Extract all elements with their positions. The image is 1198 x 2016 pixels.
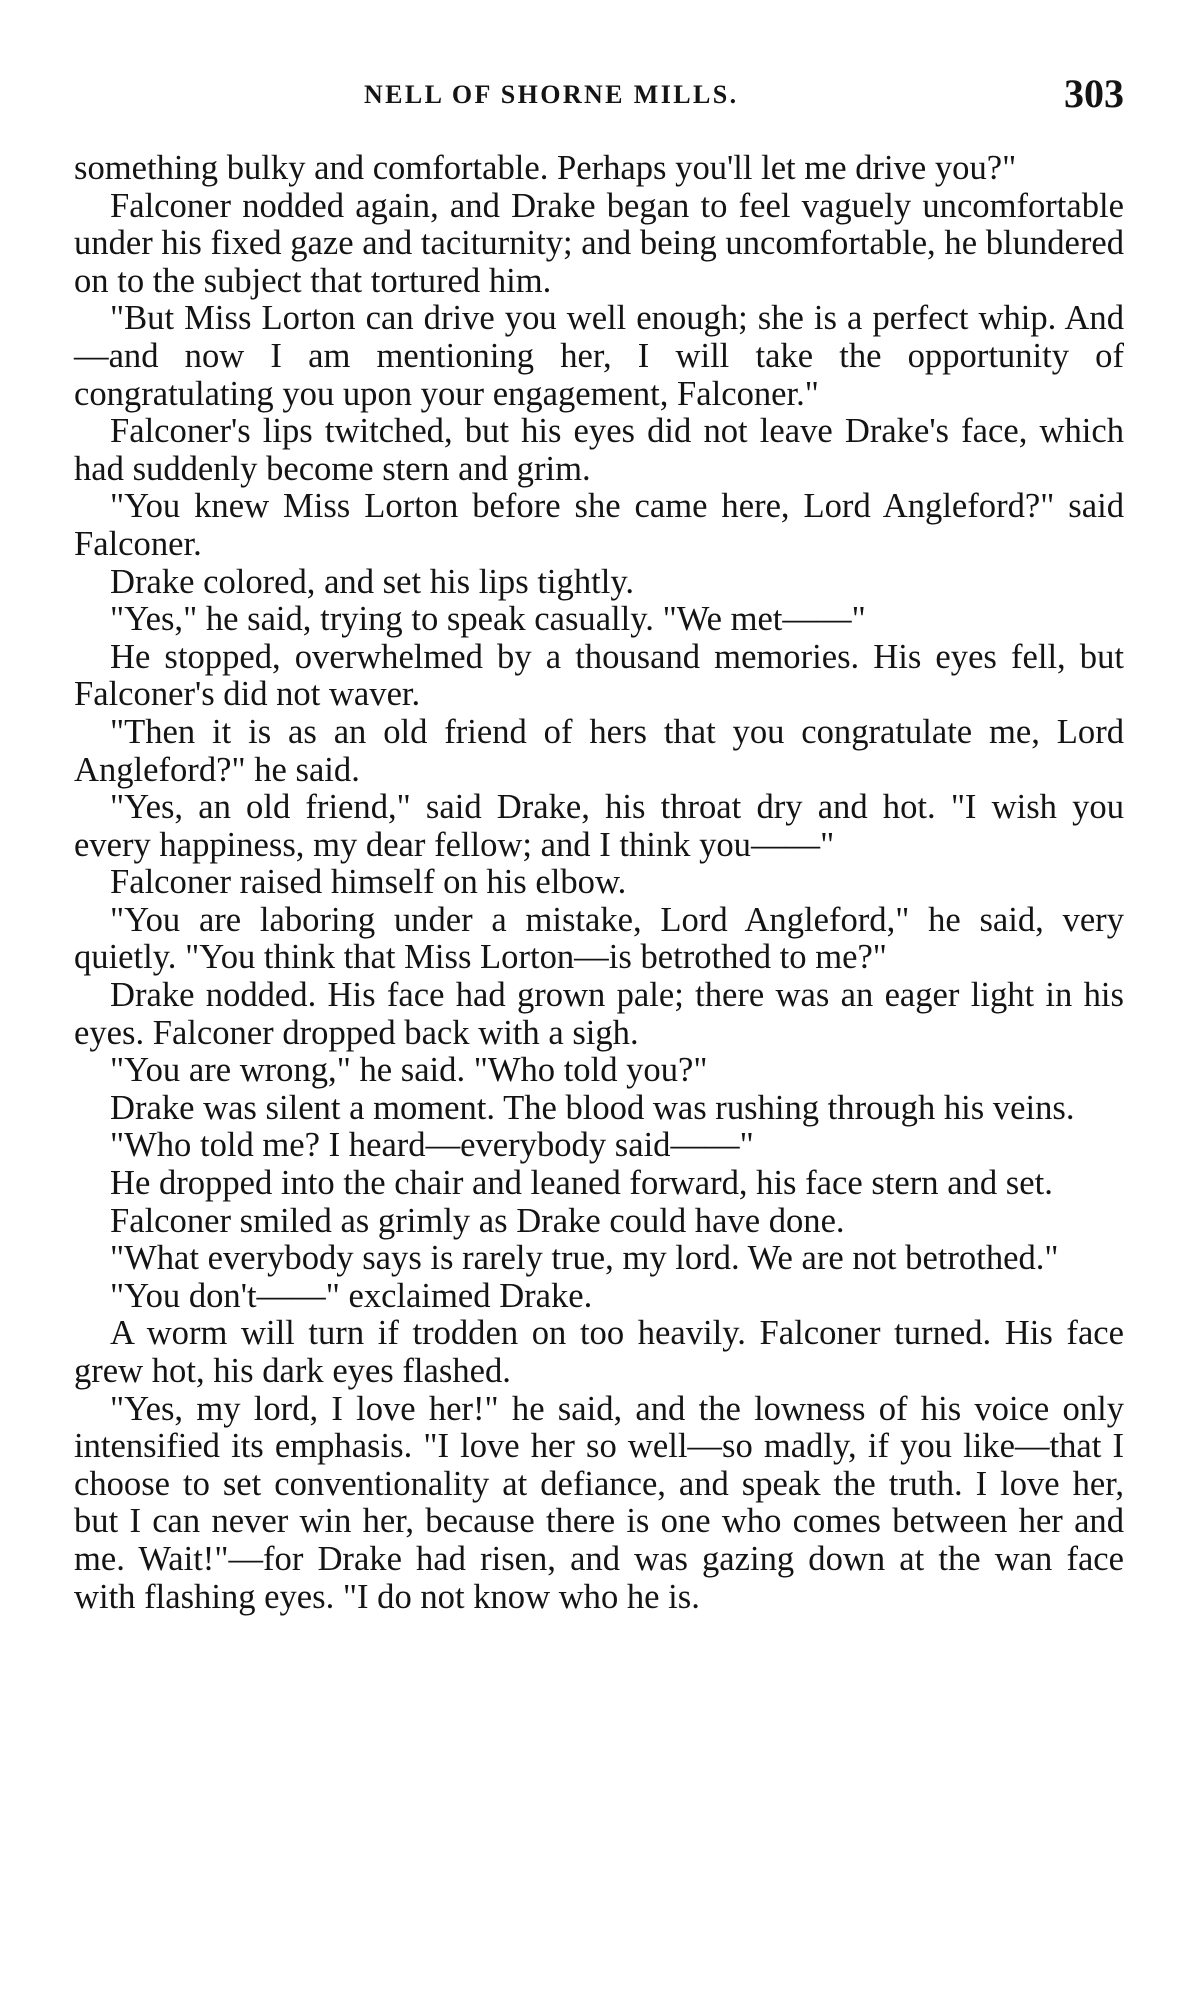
- paragraph: "Yes," he said, trying to speak casually. "We met——": [110, 600, 866, 639]
- paragraph: something bulky and comfortable. Perhaps you'll let me drive you?": [74, 149, 1017, 187]
- running-title: NELL OF SHORNE MILLS.: [364, 80, 739, 109]
- page-number: 303: [1064, 71, 1124, 116]
- paragraph: Falconer's lips twitched, but his eyes did not leave Drake's face, which had suddenly become stern and grim.: [74, 412, 1124, 488]
- paragraph: A worm will turn if trodden on too heavily. Falconer turned. His face grew hot, his dark eyes flashed.: [74, 1314, 1124, 1390]
- paragraph: "But Miss Lorton can drive you well enough; she is a perfect whip. And—and now I am mentioning her, I will take the opportunity of congratulating you upon your engagement, Falconer.": [74, 299, 1124, 413]
- paragraph: "Yes, my lord, I love her!" he said, and the lowness of his voice only intensified its emphasis. "I love her so well—so madly, if you like—that I choose to set conventionality at defiance, and speak the truth. I love her, but I can never win her, because there is one who comes between her and me. Wait!"—for Drake had risen, and was gazing down at the wan face with flashing eyes. "I do not know who he is.: [74, 1389, 1124, 1616]
- paragraph: "You knew Miss Lorton before she came here, Lord Angleford?" said Falconer.: [74, 487, 1124, 563]
- paragraph: "You don't——" exclaimed Drake.: [110, 1276, 593, 1315]
- page-header: [74, 66, 1124, 128]
- paragraph: He stopped, overwhelmed by a thousand memories. His eyes fell, but Falconer's did not waver.: [74, 637, 1124, 714]
- paragraph: "Yes, an old friend," said Drake, his throat dry and hot. "I wish you every happiness, my dear fellow; and I think you——": [74, 788, 1124, 864]
- paragraph: Drake was silent a moment. The blood was rushing through his veins.: [110, 1088, 1075, 1127]
- body-text: [74, 150, 1124, 1616]
- paragraph: "Who told me? I heard—everybody said——": [110, 1126, 754, 1165]
- paragraph: "What everybody says is rarely true, my lord. We are not betrothed.": [110, 1239, 1059, 1278]
- paragraph: Falconer nodded again, and Drake began to feel vaguely uncomfortable under his fixed gaze and taciturnity; and being uncomfortable, he blundered on to the subject that tortured him.: [74, 186, 1124, 300]
- paragraph: "You are wrong," he said. "Who told you?": [110, 1051, 708, 1090]
- paragraph: "You are laboring under a mistake, Lord Angleford," he said, very quietly. "You think that Miss Lorton—is betrothed to me?": [74, 900, 1124, 977]
- paragraph: "Then it is as an old friend of hers that you congratulate me, Lord Angleford?" he said.: [74, 712, 1124, 789]
- paragraph: Falconer raised himself on his elbow.: [110, 863, 627, 902]
- paragraph: He dropped into the chair and leaned forward, his face stern and set.: [110, 1164, 1053, 1203]
- book-page: [74, 66, 1124, 1616]
- paragraph: Drake colored, and set his lips tightly.: [110, 562, 635, 601]
- paragraph: Falconer smiled as grimly as Drake could have done.: [110, 1201, 845, 1240]
- paragraph: Drake nodded. His face had grown pale; there was an eager light in his eyes. Falconer dropped back with a sigh.: [74, 976, 1124, 1052]
